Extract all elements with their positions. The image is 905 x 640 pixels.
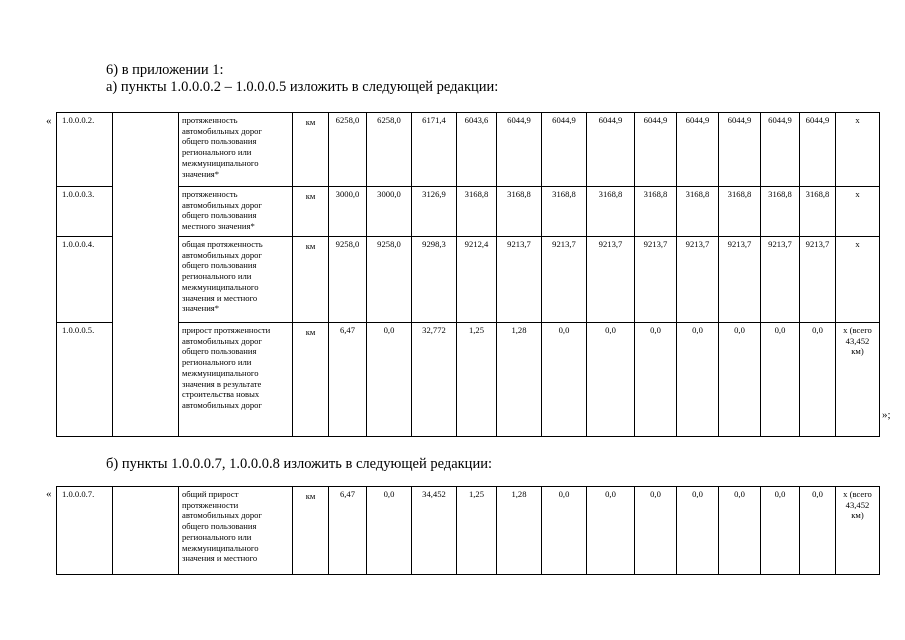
- item-code-cell: 1.0.0.0.4.: [57, 237, 113, 323]
- value-cell: 3168,8: [677, 187, 719, 237]
- table-row: [57, 113, 880, 187]
- value-cell: 34,452: [412, 487, 457, 575]
- value-cell: 6,47: [329, 487, 367, 575]
- item-code-cell: 1.0.0.0.5.: [57, 323, 113, 437]
- value-cell: 9213,7: [542, 237, 587, 323]
- value-cell: 3168,8: [761, 187, 800, 237]
- value-cell: 3168,8: [587, 187, 635, 237]
- indicator-name-cell: общая протяженность автомобильных дорог общего пользования регионального или межмуниципального значения и местного значения*: [179, 237, 293, 323]
- total-cell: х: [836, 113, 880, 187]
- unit-cell: км: [293, 323, 329, 437]
- value-cell: 3168,8: [635, 187, 677, 237]
- item-code-cell: 1.0.0.0.7.: [57, 487, 113, 575]
- value-cell: 0,0: [719, 323, 761, 437]
- indicator-name-cell: протяженность автомобильных дорог общего пользования местного значения*: [179, 187, 293, 237]
- indicator-name-cell: прирост протяженности автомобильных дорог общего пользования регионального или межмуниципального значения в результате строительства новых автомобильных дорог: [179, 323, 293, 437]
- value-cell: 9213,7: [719, 237, 761, 323]
- value-cell: 0,0: [761, 323, 800, 437]
- amendment-heading-b: б) пункты 1.0.0.0.7, 1.0.0.0.8 изложить в следующей редакции:: [106, 456, 492, 472]
- value-cell: 6043,6: [457, 113, 497, 187]
- value-cell: 9213,7: [635, 237, 677, 323]
- value-cell: 3168,8: [800, 187, 836, 237]
- value-cell: 9213,7: [497, 237, 542, 323]
- empty-cell: [113, 487, 179, 575]
- value-cell: 3126,9: [412, 187, 457, 237]
- value-cell: 9298,3: [412, 237, 457, 323]
- close-quote-1: »;: [882, 409, 891, 421]
- total-cell: х: [836, 237, 880, 323]
- open-quote-2: «: [46, 488, 52, 500]
- table-row: [57, 187, 880, 237]
- value-cell: 32,772: [412, 323, 457, 437]
- empty-cell: [113, 113, 179, 437]
- value-cell: 0,0: [635, 323, 677, 437]
- unit-cell: км: [293, 187, 329, 237]
- value-cell: 6044,9: [635, 113, 677, 187]
- value-cell: 6044,9: [542, 113, 587, 187]
- indicator-name-cell: протяженность автомобильных дорог общего пользования регионального или межмуниципального значения*: [179, 113, 293, 187]
- value-cell: 6044,9: [677, 113, 719, 187]
- value-cell: 9212,4: [457, 237, 497, 323]
- total-cell: х (всего 43,452 км): [836, 487, 880, 575]
- value-cell: 0,0: [587, 487, 635, 575]
- value-cell: 3168,8: [542, 187, 587, 237]
- item-code-cell: 1.0.0.0.2.: [57, 113, 113, 187]
- value-cell: 9213,7: [587, 237, 635, 323]
- open-quote-1: «: [46, 115, 52, 127]
- indicator-name-cell: общий прирост протяженности автомобильных дорог общего пользования регионального или межмуниципального значения и местного: [179, 487, 293, 575]
- indicators-table-1: [56, 112, 880, 437]
- value-cell: 1,25: [457, 487, 497, 575]
- value-cell: 9213,7: [677, 237, 719, 323]
- value-cell: 0,0: [367, 487, 412, 575]
- value-cell: 0,0: [677, 323, 719, 437]
- value-cell: 0,0: [542, 323, 587, 437]
- amendment-heading-6: 6) в приложении 1:: [106, 62, 224, 78]
- indicators-table-2: [56, 486, 880, 575]
- amendment-heading-a: а) пункты 1.0.0.0.2 – 1.0.0.0.5 изложить в следующей редакции:: [106, 79, 499, 95]
- value-cell: 9213,7: [800, 237, 836, 323]
- value-cell: 6,47: [329, 323, 367, 437]
- value-cell: 6044,9: [719, 113, 761, 187]
- table-row: [57, 323, 880, 437]
- value-cell: 0,0: [367, 323, 412, 437]
- value-cell: 1,25: [457, 323, 497, 437]
- value-cell: 3168,8: [719, 187, 761, 237]
- value-cell: 3000,0: [367, 187, 412, 237]
- value-cell: 6258,0: [367, 113, 412, 187]
- total-cell: х: [836, 187, 880, 237]
- total-cell: х (всего 43,452 км): [836, 323, 880, 437]
- unit-cell: км: [293, 113, 329, 187]
- value-cell: 0,0: [719, 487, 761, 575]
- value-cell: 6044,9: [497, 113, 542, 187]
- value-cell: 6044,9: [587, 113, 635, 187]
- table-row: [57, 237, 880, 323]
- value-cell: 9258,0: [367, 237, 412, 323]
- value-cell: 3168,8: [457, 187, 497, 237]
- item-code-cell: 1.0.0.0.3.: [57, 187, 113, 237]
- value-cell: 0,0: [542, 487, 587, 575]
- value-cell: 6044,9: [761, 113, 800, 187]
- value-cell: 3000,0: [329, 187, 367, 237]
- value-cell: 6171,4: [412, 113, 457, 187]
- value-cell: 1,28: [497, 323, 542, 437]
- value-cell: 6258,0: [329, 113, 367, 187]
- unit-cell: км: [293, 487, 329, 575]
- value-cell: 9258,0: [329, 237, 367, 323]
- table-row: [57, 487, 880, 575]
- value-cell: 9213,7: [761, 237, 800, 323]
- value-cell: 0,0: [677, 487, 719, 575]
- value-cell: 6044,9: [800, 113, 836, 187]
- value-cell: 0,0: [587, 323, 635, 437]
- value-cell: 3168,8: [497, 187, 542, 237]
- value-cell: 0,0: [800, 323, 836, 437]
- value-cell: 1,28: [497, 487, 542, 575]
- value-cell: 0,0: [761, 487, 800, 575]
- value-cell: 0,0: [800, 487, 836, 575]
- unit-cell: км: [293, 237, 329, 323]
- value-cell: 0,0: [635, 487, 677, 575]
